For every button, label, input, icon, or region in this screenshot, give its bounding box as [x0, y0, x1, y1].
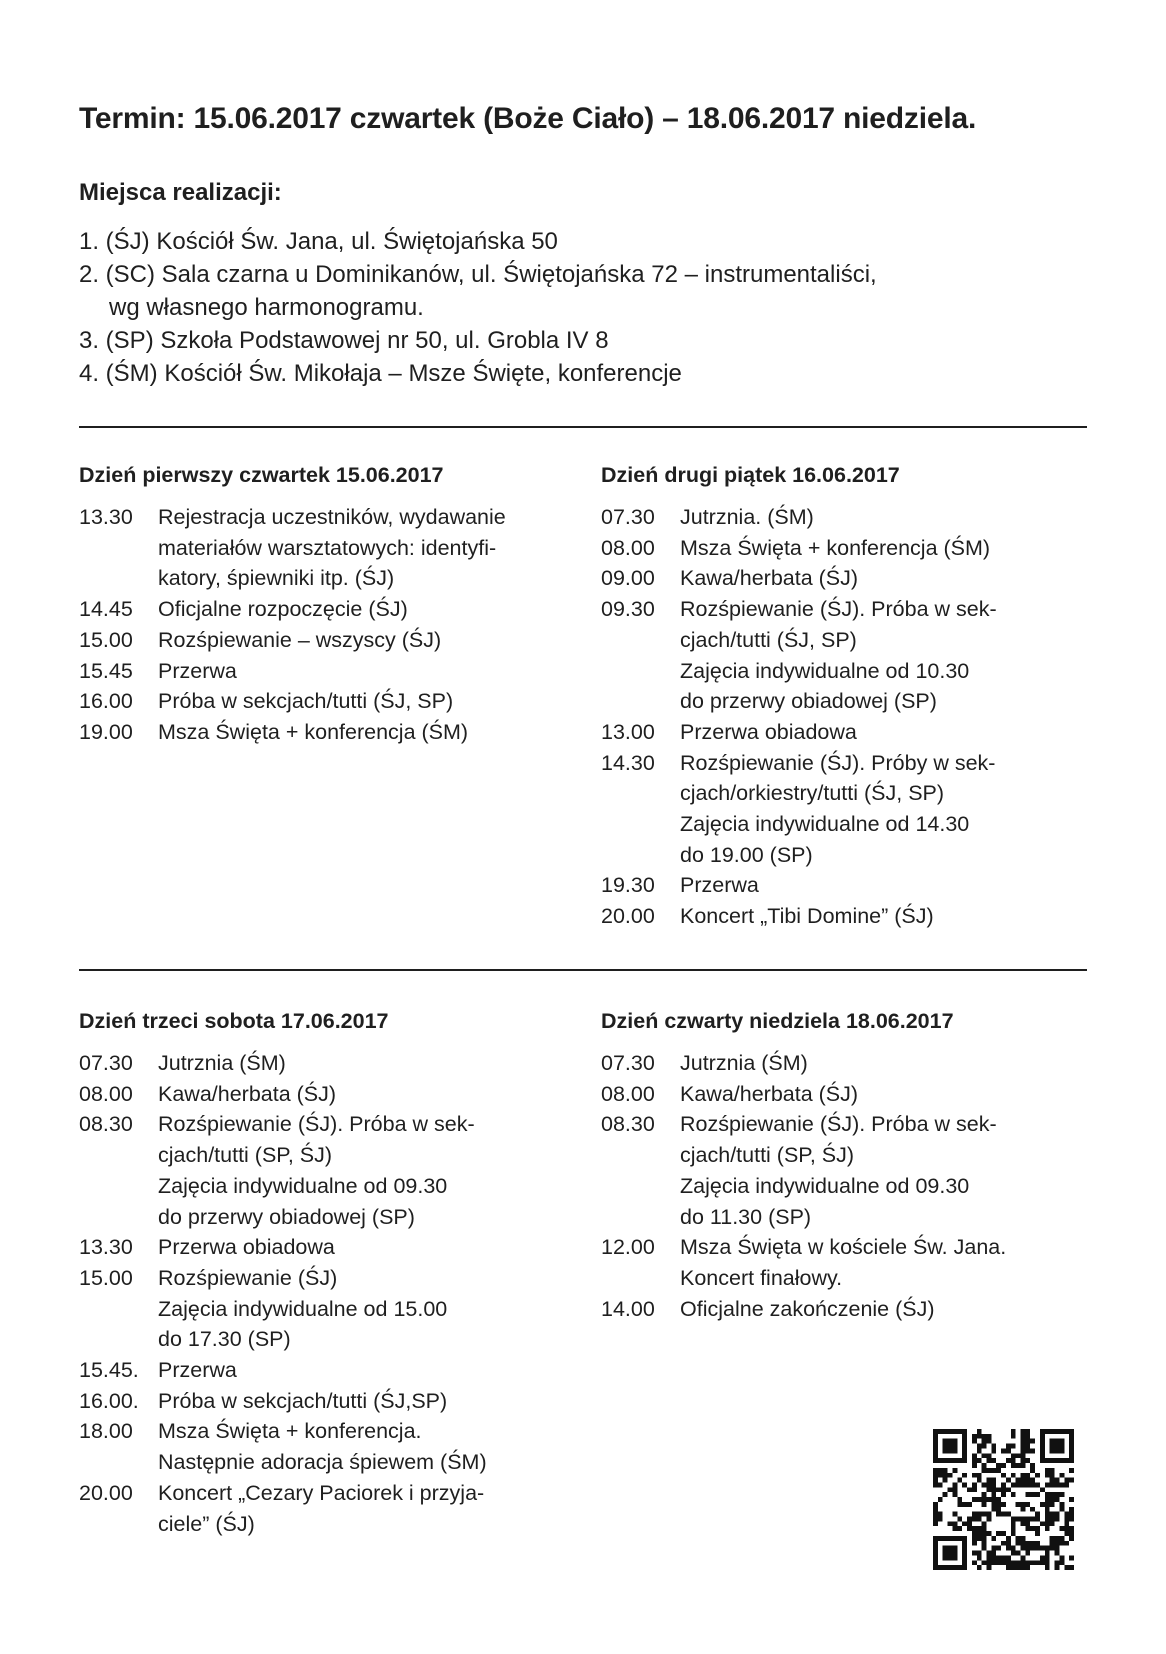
event-description-line: Msza Święta + konferencja. [158, 1419, 422, 1444]
event-time: 07.30 [79, 1051, 133, 1075]
event-list [601, 502, 1101, 932]
event-row [601, 901, 1101, 932]
event-row [601, 1109, 1101, 1232]
event-description-line: Rozśpiewanie (ŚJ). Próba w sek- [680, 597, 997, 622]
event-description-line: cjach/orkiestry/tutti (ŚJ, SP) [680, 781, 945, 806]
event-time: 19.00 [79, 719, 133, 744]
event-time: 13.00 [601, 719, 655, 744]
event-time: 08.00 [79, 1081, 133, 1106]
event-description-line: do przerwy obiadowej (SP) [680, 689, 937, 714]
event-description-line: Próba w sekcjach/tutti (ŚJ, SP) [158, 689, 454, 714]
place-item-continuation: wg własnego harmonogramu. [109, 294, 424, 321]
event-time: 16.00 [79, 689, 133, 714]
event-row [601, 1232, 1101, 1293]
event-description-line: Zajęcia indywidualne od 14.30 [680, 812, 970, 837]
event-row [79, 1416, 579, 1477]
event-description [680, 502, 1101, 533]
event-time: 20.00 [601, 904, 655, 929]
event-description-line: Rozśpiewanie (ŚJ) [158, 1265, 338, 1290]
event-time: 18.00 [79, 1419, 133, 1444]
day-heading: Dzień czwarty niedziela 18.06.2017 [601, 1009, 954, 1033]
event-description-line: Rozśpiewanie – wszyscy (ŚJ) [158, 627, 442, 652]
event-time: 20.00 [79, 1480, 133, 1505]
event-description-line: cjach/tutti (SP, ŚJ) [680, 1143, 855, 1168]
event-description-line: Zajęcia indywidualne od 09.30 [680, 1173, 970, 1198]
event-description [158, 1232, 579, 1263]
event-description-line: katory, śpiewniki itp. (ŚJ) [158, 566, 395, 591]
event-description [158, 1079, 579, 1110]
event-row [601, 594, 1101, 717]
event-time: 13.30 [79, 505, 133, 529]
event-row [79, 1263, 579, 1355]
event-description-line: cjach/tutti (ŚJ, SP) [680, 627, 857, 652]
event-row [79, 1079, 579, 1110]
place-item: 3. (SP) Szkoła Podstawowej nr 50, ul. Grobla IV 8 [79, 327, 609, 354]
event-description-line: cjach/tutti (SP, ŚJ) [158, 1143, 333, 1168]
event-description [680, 748, 1101, 871]
event-description-line: Następnie adoracja śpiewem (ŚM) [158, 1450, 487, 1475]
event-description [158, 502, 579, 594]
event-description-line: Przerwa [158, 1358, 237, 1383]
event-description-line: materiałów warsztatowych: identyfi- [158, 535, 497, 560]
event-description [158, 1048, 579, 1079]
day-1-schedule [79, 463, 579, 748]
event-time: 09.30 [601, 597, 655, 622]
event-row [79, 502, 579, 594]
event-description-line: Rozśpiewanie (ŚJ). Próba w sek- [158, 1112, 475, 1137]
event-time: 13.30 [79, 1235, 133, 1260]
event-description [158, 1109, 579, 1232]
event-time: 08.30 [601, 1112, 655, 1137]
event-time: 15.00 [79, 627, 133, 652]
event-description [680, 717, 1101, 748]
event-row [79, 1109, 579, 1232]
event-list [79, 1048, 579, 1539]
event-description-line: Koncert finałowy. [680, 1265, 843, 1290]
event-row [601, 717, 1101, 748]
event-time: 14.00 [601, 1296, 655, 1321]
places-list [79, 225, 877, 390]
event-description-line: Zajęcia indywidualne od 09.30 [158, 1173, 448, 1198]
event-description-line: Jutrznia. (ŚM) [680, 505, 814, 529]
event-time: 15.45 [79, 658, 133, 683]
event-description [158, 1263, 579, 1355]
event-row [601, 563, 1101, 594]
event-description-line: Kawa/herbata (ŚJ) [680, 1081, 859, 1106]
place-item: 1. (ŚJ) Kościół Św. Jana, ul. Świętojańska 50 [79, 228, 558, 255]
event-time: 07.30 [601, 505, 655, 529]
event-description-line: Rozśpiewanie (ŚJ). Próby w sek- [680, 750, 996, 775]
event-description [680, 533, 1101, 564]
day-heading: Dzień drugi piątek 16.06.2017 [601, 463, 900, 487]
event-description [158, 594, 579, 625]
event-description-line: do 11.30 (SP) [680, 1204, 812, 1229]
event-row [601, 1294, 1101, 1325]
day-heading: Dzień pierwszy czwartek 15.06.2017 [79, 463, 444, 487]
event-description-line: Jutrznia (ŚM) [158, 1051, 286, 1075]
event-time: 15.00 [79, 1265, 133, 1290]
event-description-line: Przerwa obiadowa [158, 1235, 335, 1260]
event-description-line: Przerwa [158, 658, 237, 683]
place-item: 4. (ŚM) Kościół Św. Mikołaja – Msze Święte, konferencje [79, 360, 682, 387]
event-description-line: Kawa/herbata (ŚJ) [680, 566, 859, 591]
event-description-line: Rejestracja uczestników, wydawanie [158, 505, 506, 529]
day-4-schedule [601, 1009, 1101, 1324]
event-description-line: Oficjalne rozpoczęcie (ŚJ) [158, 597, 408, 622]
event-description [158, 656, 579, 687]
event-row [79, 1355, 579, 1386]
event-list [79, 502, 579, 748]
day-2-schedule [601, 463, 1101, 932]
event-description [680, 1232, 1101, 1293]
event-row [79, 1048, 579, 1079]
event-time: 12.00 [601, 1235, 655, 1260]
event-time: 08.00 [601, 535, 655, 560]
event-description-line: Przerwa [680, 873, 759, 898]
event-description [680, 1294, 1101, 1325]
event-time: 14.45 [79, 597, 133, 622]
event-description-line: Kawa/herbata (ŚJ) [158, 1081, 337, 1106]
event-description-line: Koncert „Cezary Paciorek i przyja- [158, 1480, 485, 1505]
event-row [601, 533, 1101, 564]
event-description [680, 563, 1101, 594]
event-description-line: Zajęcia indywidualne od 15.00 [158, 1296, 448, 1321]
divider [79, 969, 1087, 971]
event-time: 08.00 [601, 1081, 655, 1106]
event-row [601, 1079, 1101, 1110]
place-item: 2. (SC) Sala czarna u Dominikanów, ul. Świętojańska 72 – instrumentaliści, [79, 261, 877, 288]
event-description-line: Msza Święta + konferencja (ŚM) [158, 719, 469, 744]
event-description-line: do 17.30 (SP) [158, 1327, 291, 1352]
event-description-line: Oficjalne zakończenie (ŚJ) [680, 1296, 935, 1321]
event-description-line: do przerwy obiadowej (SP) [158, 1204, 415, 1229]
event-time: 16.00. [79, 1388, 139, 1413]
event-row [601, 502, 1101, 533]
event-description [680, 1109, 1101, 1232]
event-row [79, 656, 579, 687]
event-description [680, 1079, 1101, 1110]
event-description [158, 1355, 579, 1386]
event-time: 08.30 [79, 1112, 133, 1137]
event-description-line: Jutrznia (ŚM) [680, 1051, 808, 1075]
event-description [158, 625, 579, 656]
event-row [79, 1478, 579, 1539]
event-row [79, 1386, 579, 1417]
event-row [601, 1048, 1101, 1079]
event-time: 07.30 [601, 1051, 655, 1075]
event-description [680, 1048, 1101, 1079]
event-description-line: Msza Święta + konferencja (ŚM) [680, 535, 991, 560]
event-row [79, 594, 579, 625]
event-description [158, 717, 579, 748]
event-description-line: Koncert „Tibi Domine” (ŚJ) [680, 904, 934, 929]
event-row [79, 1232, 579, 1263]
event-description-line: Rozśpiewanie (ŚJ). Próba w sek- [680, 1112, 997, 1137]
event-time: 15.45. [79, 1358, 139, 1383]
event-description-line: Próba w sekcjach/tutti (ŚJ,SP) [158, 1388, 448, 1413]
event-row [79, 686, 579, 717]
page-title: Termin: 15.06.2017 czwartek (Boże Ciało) – 18.06.2017 niedziela. [79, 102, 977, 135]
event-row [79, 625, 579, 656]
event-description-line: ciele” (ŚJ) [158, 1511, 255, 1536]
event-description-line: Przerwa obiadowa [680, 719, 857, 744]
event-description-line: Msza Święta w kościele Św. Jana. [680, 1235, 1007, 1260]
event-description [158, 686, 579, 717]
event-time: 09.00 [601, 566, 655, 591]
event-row [601, 870, 1101, 901]
divider [79, 426, 1087, 428]
event-description-line: do 19.00 (SP) [680, 842, 813, 867]
qr-code-icon [933, 1429, 1074, 1570]
event-time: 19.30 [601, 873, 655, 898]
day-heading: Dzień trzeci sobota 17.06.2017 [79, 1009, 389, 1033]
event-description [158, 1386, 579, 1417]
event-description [680, 870, 1101, 901]
event-row [79, 717, 579, 748]
event-description [158, 1416, 579, 1477]
event-description [680, 594, 1101, 717]
places-heading: Miejsca realizacji: [79, 179, 282, 206]
event-description-line: Zajęcia indywidualne od 10.30 [680, 658, 970, 683]
event-description [680, 901, 1101, 932]
day-3-schedule [79, 1009, 579, 1539]
event-description [158, 1478, 579, 1539]
event-time: 14.30 [601, 750, 655, 775]
event-row [601, 748, 1101, 871]
event-list [601, 1048, 1101, 1324]
